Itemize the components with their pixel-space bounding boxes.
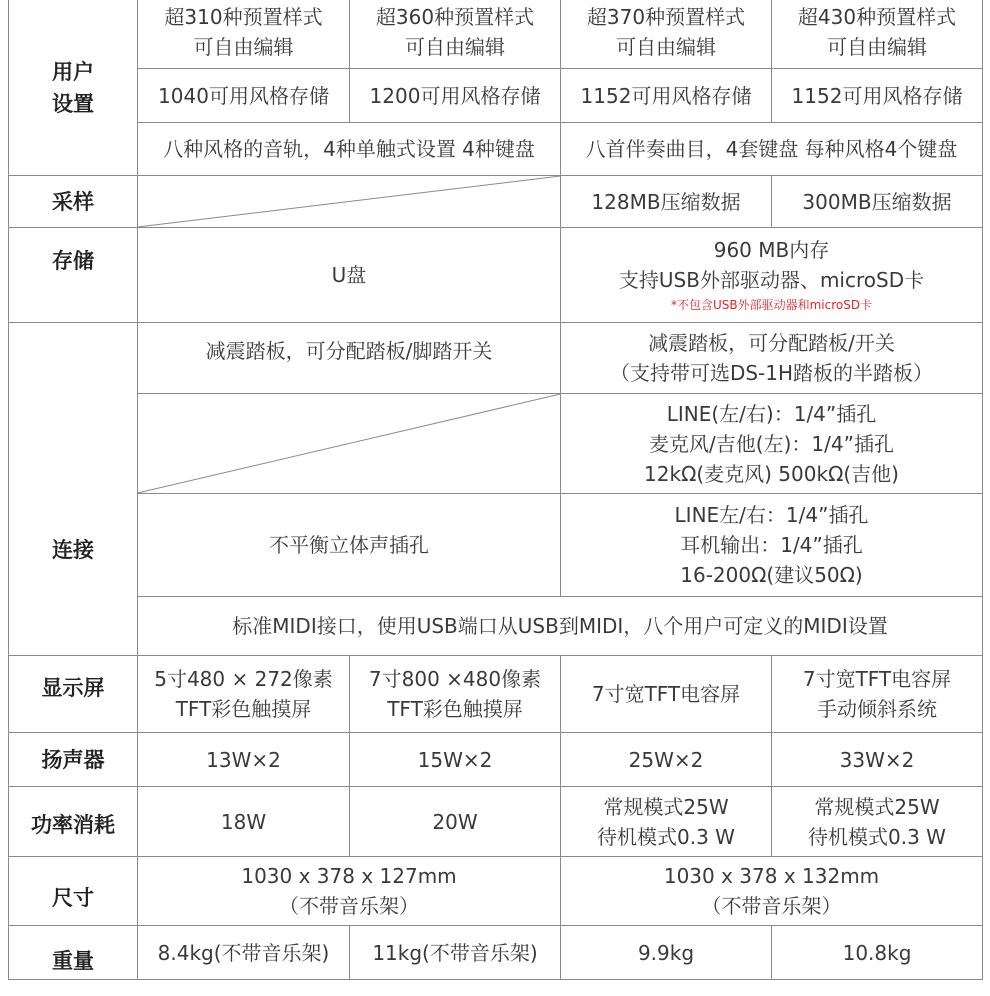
power-370-line2: 待机模式0.3 W [597, 824, 735, 849]
output-left: 不平衡立体声插孔 [269, 533, 429, 557]
display-370-line1: 7寸宽TFT电容屏 [591, 682, 741, 706]
speakers-370: 25W×2 [628, 747, 704, 772]
display-430-line1: 7寸宽TFT电容屏 [802, 667, 952, 691]
style-tracks-right: 八首伴奏曲目，4套键盘 每种风格4个键盘 [585, 137, 958, 161]
storage-left: U盘 [331, 263, 367, 287]
row-header-user-settings [9, 0, 137, 175]
display-310-line1: 5寸480 × 272像素 [154, 667, 333, 691]
preset-370-line2: 可自由编辑 [616, 35, 716, 59]
power-370 [561, 787, 771, 856]
preset-cell-360 [350, 0, 560, 64]
row-header-display: 显示屏 [41, 676, 105, 700]
preset-cell-430 [772, 0, 982, 64]
row-header-storage: 存储 [52, 249, 94, 273]
display-310 [138, 656, 349, 732]
dimensions-left-line1: 1030 x 378 x 127mm [241, 864, 457, 888]
pedal-right [561, 323, 982, 393]
row-header-speakers: 扬声器 [41, 747, 105, 772]
sampling-128mb: 128MB压缩数据 [591, 189, 741, 214]
power-370-line1: 常规模式25W [603, 794, 729, 819]
pedal-left: 减震踏板，可分配踏板/脚踏开关 [205, 338, 493, 363]
storage-right-line2: 支持USB外部驱动器、microSD卡 [618, 268, 925, 292]
display-360-line2: TFT彩色触摸屏 [387, 697, 523, 721]
dimensions-left [138, 857, 560, 925]
speakers-430: 33W×2 [839, 747, 915, 772]
row-header-user-settings-line2: 设置 [52, 91, 94, 116]
speakers-310: 13W×2 [206, 747, 281, 772]
row-header-sampling: 采样 [52, 189, 94, 214]
storage-right-line1: 960 MB内存 [713, 238, 830, 262]
preset-430-line1: 超430种预置样式 [797, 5, 957, 29]
style-storage-430: 1152可用风格存储 [791, 83, 963, 108]
midi-info: 标准MIDI接口，使用USB端口从USB到MIDI，八个用户可定义的MIDI设置 [232, 614, 888, 638]
preset-430-line2: 可自由编辑 [827, 35, 927, 59]
weight-430: 10.8kg [842, 941, 912, 965]
style-tracks-left: 八种风格的音轨，4种单触式设置 4种键盘 [163, 137, 535, 161]
display-370 [561, 656, 771, 732]
preset-cell-370 [561, 0, 771, 64]
output-right-line1: LINE左/右：1/4”插孔 [674, 503, 869, 527]
display-430-line2: 手动倾斜系统 [817, 697, 937, 721]
preset-370-line1: 超370种预置样式 [586, 5, 746, 29]
dimensions-left-line2: （不带音乐架） [279, 894, 419, 918]
display-310-line2: TFT彩色触摸屏 [175, 697, 312, 721]
power-360-line1: 20W [432, 809, 478, 834]
output-right-line3: 16-200Ω(建议50Ω) [680, 563, 863, 587]
row-header-connections: 连接 [52, 537, 94, 562]
input-right-line3: 12kΩ(麦克风) 500kΩ(吉他) [644, 461, 899, 486]
power-310-line1: 18W [220, 809, 267, 834]
preset-cell-310 [138, 0, 349, 64]
dimensions-right-line2: （不带音乐架） [701, 894, 842, 918]
input-right-line1: LINE(左/右)：1/4”插孔 [666, 401, 877, 426]
weight-360: 11kg(不带音乐架) [372, 941, 538, 965]
power-360 [350, 787, 560, 856]
storage-right [561, 228, 982, 322]
weight-370: 9.9kg [637, 941, 695, 965]
display-360 [350, 656, 560, 732]
input-right [561, 394, 982, 493]
row-header-power: 功率消耗 [31, 813, 115, 837]
output-right [561, 494, 982, 596]
row-header-weight: 重量 [52, 949, 94, 973]
preset-360-line2: 可自由编辑 [405, 35, 505, 59]
preset-360-line1: 超360种预置样式 [375, 5, 535, 29]
row-header-dimensions: 尺寸 [52, 886, 94, 910]
power-430-line1: 常规模式25W [814, 794, 940, 819]
style-storage-310: 1040可用风格存储 [158, 83, 329, 108]
sampling-300mb: 300MB压缩数据 [802, 189, 952, 214]
pedal-right-line1: 减震踏板，可分配踏板/开关 [648, 331, 895, 355]
power-430-line2: 待机模式0.3 W [808, 824, 946, 849]
storage-right-note: *不包含USB外部驱动器和microSD卡 [670, 298, 873, 312]
power-310 [138, 787, 349, 856]
preset-310-line1: 超310种预置样式 [164, 5, 323, 29]
style-storage-370: 1152可用风格存储 [580, 83, 752, 108]
speakers-360: 15W×2 [417, 747, 493, 772]
preset-310-line2: 可自由编辑 [193, 35, 294, 59]
input-right-line2: 麦克风/吉他(左)：1/4”插孔 [649, 431, 894, 456]
dimensions-right [561, 857, 982, 925]
output-right-line2: 耳机输出：1/4”插孔 [680, 533, 863, 557]
weight-310: 8.4kg(不带音乐架) [157, 941, 330, 965]
style-storage-360: 1200可用风格存储 [369, 83, 541, 108]
display-430 [772, 656, 982, 732]
row-header-user-settings-line1: 用户 [52, 59, 94, 84]
display-360-line1: 7寸800 ×480像素 [368, 667, 542, 691]
dimensions-right-line1: 1030 x 378 x 132mm [663, 864, 880, 888]
power-430 [772, 787, 982, 856]
pedal-right-line2: （支持带可选DS-1H踏板的半踏板） [609, 361, 934, 385]
